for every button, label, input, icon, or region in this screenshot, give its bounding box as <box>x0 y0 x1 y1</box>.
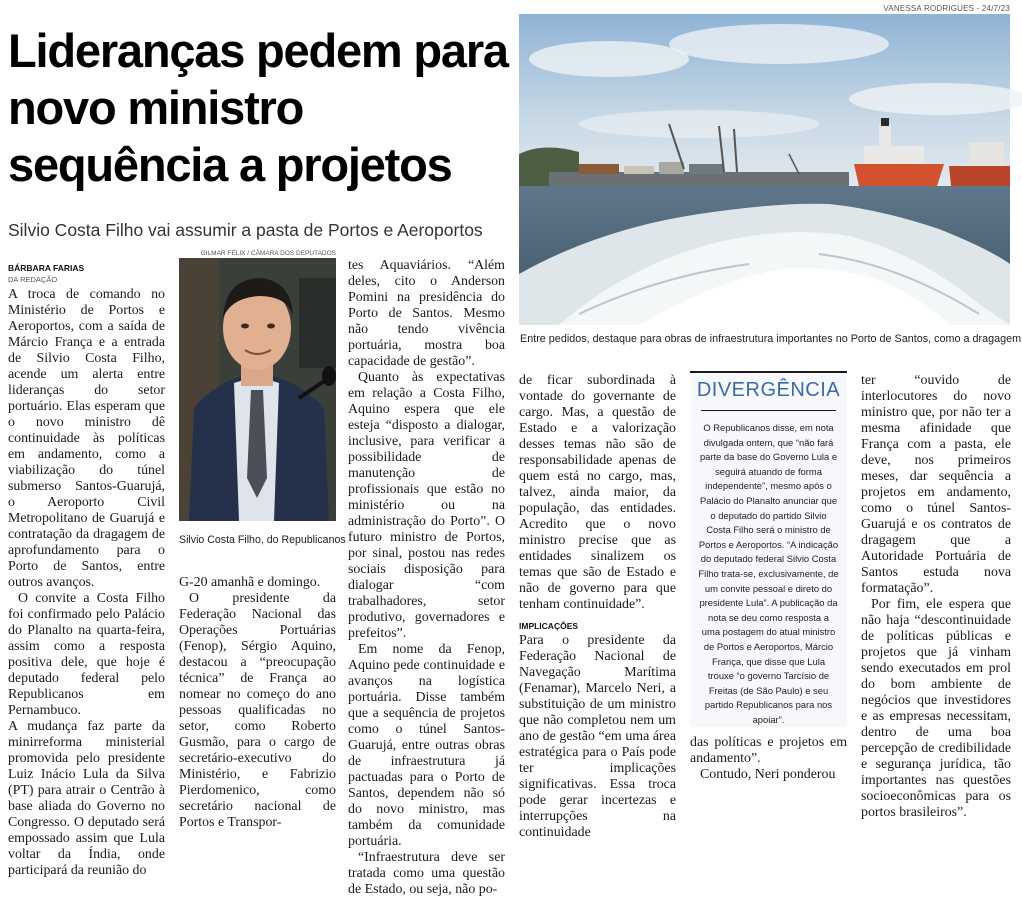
paragraph: Quanto às expectativas em relação a Costa Filho, Aquino espera que ele esteja “disposto a dialogar, inclusive, para verificar a possibilidade de manutenção de profissionais que estão no ministério ou na administração do Porto”. O futuro ministro de Portos, por sinal, postou nas redes sociais disposição para dialogar “com trabalhadores, setor produtivo, governadores e prefeitos”. <box>348 370 505 641</box>
portrait-caption: Silvio Costa Filho, do Republicanos <box>179 534 346 546</box>
paragraph: Por fim, ele espera que não haja “descontinuidade de políticas públicas e projetos que já vinham sendo executados em prol do bom ambiente de negócios que investidores e as empresas necessitam, dentro de uma boa percepção de credibilidade e segurança jurídica, tão importantes nas questões socioeconômicas para os portos brasileiros”. <box>861 597 1011 820</box>
article-column-3 <box>519 373 676 841</box>
port-photo <box>519 14 1010 325</box>
paragraph: O convite a Costa Filho foi confirmado pelo Palácio do Planalto na quarta-feira, assim como a resposta positiva dele, que hoje é deputado federal pelo Republicanos em Pernambuco. <box>8 591 165 718</box>
article-column-5 <box>861 373 1011 821</box>
paragraph: tes Aquaviários. “Além deles, cito o Anderson Pomini na presidência do Porto de Santos. Mesmo não tendo vivência portuária, mostra boa capacidade de gestão”. <box>348 258 505 369</box>
article-column-2-bottom <box>179 575 336 831</box>
article-column-2-top <box>348 258 505 898</box>
box-divider <box>701 410 836 411</box>
page-credit: VANESSA RODRIGUES - 24/7/23 <box>883 4 1010 13</box>
portrait-photo <box>179 258 336 521</box>
article-column-4-bottom <box>690 735 847 783</box>
article-column-1 <box>8 287 165 879</box>
paragraph: Em nome da Fenop, Aquino pede continuidade e avanços na logística portuária. Disse também que a sequência de projetos como o túnel Santos-Guarujá, entre outras obras de infraestrutura já pactuadas para o Porto de Santos, dependem não só do novo ministro, mas também da comunidade portuária. <box>348 642 505 849</box>
portrait-illustration <box>179 258 336 521</box>
subheadline: Silvio Costa Filho vai assumir a pasta de Portos e Aeroportos <box>8 220 483 240</box>
section-label: IMPLICAÇÕES <box>519 621 579 631</box>
paragraph: “Infraestrutura deve ser tratada como uma questão de Estado, ou seja, não po- <box>348 850 505 897</box>
paragraph: das políticas e projetos em andamento”. <box>690 735 847 766</box>
paragraph: A troca de comando no Ministério de Portos e Aeroportos, com a saída de Márcio França e a entrada de Silvio Costa Filho, acende um alerta entre lideranças do setor portuário. Elas esperam que o novo ministro dê continuidade às políticas em andamento, como a viabilização do túnel submerso Santos-Guarujá, o Aeroporto Civil Metropolitano de Guarujá e contratação da dragagem de aprofundamento para o Porto de Santos, entre outros avanços. <box>8 287 165 590</box>
paragraph: ter “ouvido de interlocutores do novo ministro que, por não ter a mesma afinidade que França com a pasta, ele deve, nos primeiros meses, dar sequência a projetos em andamento, como o túnel Santos-Guarujá e os contratos de dragagem que a Autoridade Portuária de Santos estuda nova formatação”. <box>861 373 1011 596</box>
paragraph: G-20 amanhã e domingo. <box>179 575 321 590</box>
headline: Lideranças pedem para novo ministro sequência a projetos <box>8 24 508 191</box>
photo-credit: GILMAR FÉLIX / CÂMARA DOS DEPUTADOS <box>200 250 336 257</box>
paragraph: O presidente da Federação Nacional das Operações Portuárias (Fenop), Sérgio Aquino, destacou a “preocupação técnica” de França ao nomear no começo do ano pessoas qualificadas no setor, como Roberto Gusmão, para o cargo de secretário-executivo do Ministério, e Fabrizio Pierdomenico, como secretário nacional de Portos e Transpor- <box>179 591 336 830</box>
sidebar-box <box>690 371 847 727</box>
paragraph: Para o presidente da Federação Nacional de Navegação Marítima (Fenamar), Marcelo Neri, a substituição de um ministro que não completou nem um ano de gestão “em uma área estratégica para o País pode ter implicações significativas. Essa troca pode gerar incertezas e interrupções na continuidade <box>519 633 676 840</box>
box-text: O Republicanos disse, em nota divulgada ontem, que “não fará parte da base do Governo Lula e seguirá atuando de forma independente”, mesmo após o Palácio do Planalto anunciar que o deputado do partido Silvio Costa Filho será o ministro de Portos e Aeroportos. “A indicação do deputado federal Silvio Costa Filho trata-se, exclusivamente, de um convite pessoal e direto do presidente Lula”. A publicação da nota se deu como resposta a uma postagem do atual ministro de Portos e Aeroportos, Márcio França, que disse que Lula trouxe “o governo Tarcísio de Freitas (de São Paulo) e seu partido Republicanos para nos apoiar”. <box>698 422 839 725</box>
port-photo-illustration <box>519 14 1010 325</box>
photo-caption: Entre pedidos, destaque para obras de infraestrutura importantes no Porto de Santos, como a dragagem <box>520 333 1022 345</box>
paragraph: de ficar subordinada à vontade do governante de cargo. Mas, a questão de Estado e a valorização desses temas não são de responsabilidade apenas de quem está no cargo, mas, talvez, ainda maior, da população, das entidades. Acredito que o novo ministro precise que as entidades sinalizem os temas que são de Estado e não de governo para que tenham continuidade”. <box>519 373 676 612</box>
desk-label: DA REDAÇÃO <box>8 275 58 284</box>
box-title: DIVERGÊNCIA <box>696 379 841 401</box>
byline: BÁRBARA FARIAS <box>8 263 85 273</box>
paragraph: A mudança faz parte da minirreforma ministerial promovida pelo presidente Luiz Inácio Lula da Silva (PT) para atrair o Centrão à base aliada do Governo no Congresso. O deputado será empossado assim que Lula voltar da Índia, onde participará da reunião do <box>8 719 165 878</box>
paragraph: Contudo, Neri ponderou <box>700 767 836 782</box>
